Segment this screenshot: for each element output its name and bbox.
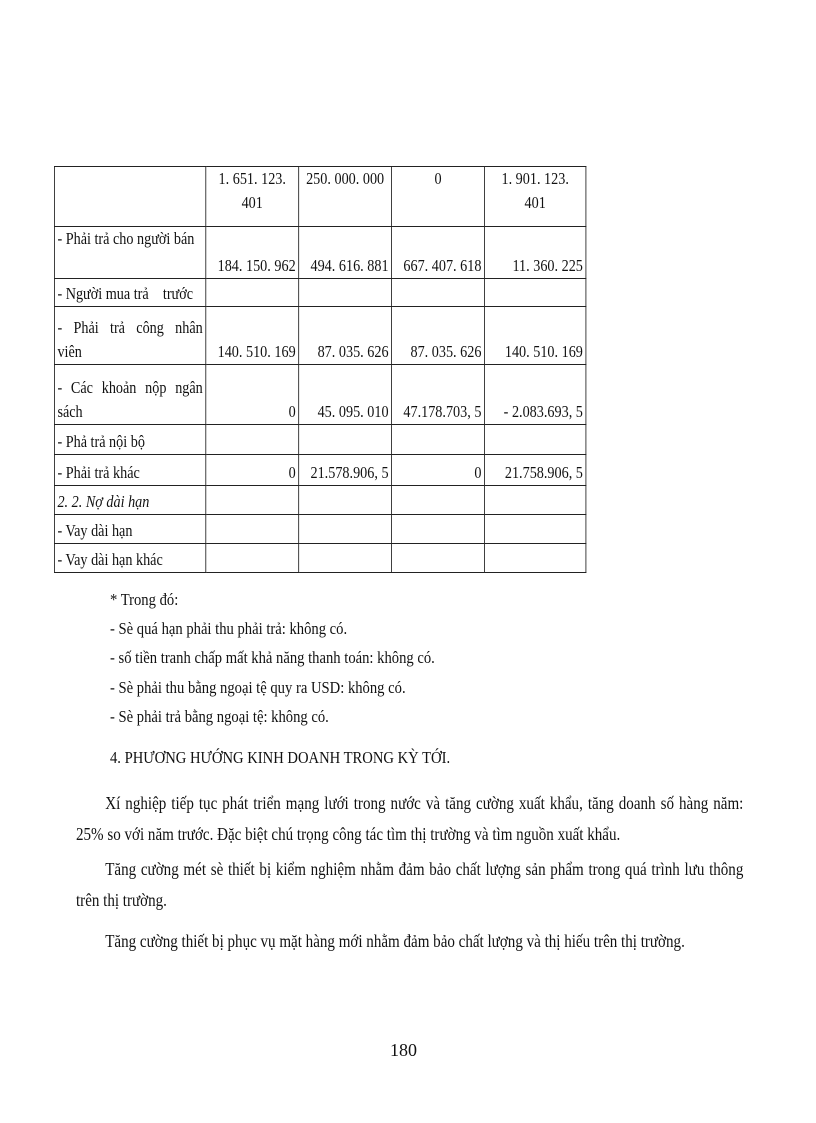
- table-cell: [392, 544, 485, 573]
- cell-line: sách: [57, 402, 83, 421]
- table-cell: - Phả trả nội bộ: [54, 425, 205, 455]
- table-cell: [299, 544, 392, 573]
- table-row: [54, 455, 585, 486]
- table-cell: 87. 035. 626: [299, 307, 392, 365]
- table-cell: 21.578.906, 5: [299, 455, 392, 486]
- table-cell: [299, 279, 392, 307]
- cell-line: 401: [524, 193, 546, 212]
- note-line: - Sè phải trả bằng ngoại tệ: không có.: [110, 707, 329, 726]
- table-cell: [54, 167, 205, 227]
- table-cell: [484, 544, 585, 573]
- table-cell: 140. 510. 169: [206, 307, 299, 365]
- table-cell: - 2.083.693, 5: [484, 365, 585, 425]
- table-cell: 87. 035. 626: [392, 307, 485, 365]
- table-cell: - Phải trả khác: [54, 455, 205, 486]
- note-line: - Sè quá hạn phải thu phải trả: không có.: [110, 619, 348, 638]
- table-cell: [484, 167, 585, 227]
- table-row: [54, 279, 585, 307]
- table-cell: 667. 407. 618: [392, 227, 485, 279]
- cell-line: - Các khoản nộp ngân: [57, 378, 203, 397]
- table-cell: [392, 515, 485, 544]
- table-row: [54, 307, 585, 365]
- table-cell: 184. 150. 962: [206, 227, 299, 279]
- table-cell: [54, 307, 205, 365]
- table-row: [54, 486, 585, 515]
- table-cell: [206, 167, 299, 227]
- table-cell: 0: [206, 365, 299, 425]
- table-cell: [299, 515, 392, 544]
- cell-line: 1. 651. 123.: [218, 169, 286, 188]
- table-cell: 11. 360. 225: [484, 227, 585, 279]
- cell-line: - Phải trả công nhân: [57, 318, 203, 337]
- table-cell: [206, 515, 299, 544]
- page-number: 180: [390, 1040, 417, 1060]
- paragraph: Tăng cường thiết bị phục vụ mặt hàng mới nhằm đảm bảo chất lượng và thị hiếu trên thị trường.: [105, 931, 685, 951]
- paragraph: Xí nghiệp tiếp tục phát triển mạng lưới trong nước và tăng cường xuất khẩu, tăng doanh số hàng năm: 25% so với năm trước. Đặc biệt chú trọng công tác tìm thị trường và tìm nguồn xuất khẩu.: [76, 793, 744, 844]
- table-row: [54, 544, 585, 573]
- cell-line: 1. 901. 123.: [501, 169, 569, 188]
- table-row: [54, 167, 585, 227]
- table-cell: [206, 279, 299, 307]
- table-cell: 494. 616. 881: [299, 227, 392, 279]
- table-row: [54, 515, 585, 544]
- note-heading: * Trong đó:: [110, 590, 179, 609]
- table-cell: [54, 365, 205, 425]
- table-row: [54, 425, 585, 455]
- table-cell: [392, 486, 485, 515]
- table-cell: [206, 486, 299, 515]
- table-cell: - Vay dài hạn khác: [54, 544, 205, 573]
- note-line: - số tiền tranh chấp mất khả năng thanh toán: không có.: [110, 648, 435, 667]
- table-cell: 2. 2. Nợ dài hạn: [54, 486, 205, 515]
- table-cell: 250. 000. 000: [299, 167, 392, 227]
- table-cell: 21.758.906, 5: [484, 455, 585, 486]
- section-heading: 4. PHƯƠNG HƯỚNG KINH DOANH TRONG KỲ TỚI.: [110, 748, 451, 767]
- cell-line: viên: [57, 342, 82, 361]
- table-cell: [299, 486, 392, 515]
- table-row: [54, 365, 585, 425]
- table-cell: 0: [206, 455, 299, 486]
- liabilities-table: [54, 166, 586, 573]
- table-cell: 140. 510. 169: [484, 307, 585, 365]
- table-cell: [299, 425, 392, 455]
- table-cell: [206, 544, 299, 573]
- table-cell: - Người mua trả trước: [54, 279, 205, 307]
- table-cell: [484, 425, 585, 455]
- table-cell: 47.178.703, 5: [392, 365, 485, 425]
- table-cell: [484, 279, 585, 307]
- table-cell: 45. 095. 010: [299, 365, 392, 425]
- note-line: - Sè phải thu bằng ngoại tệ quy ra USD: không có.: [110, 678, 406, 697]
- cell-line: 401: [241, 193, 263, 212]
- table-cell: 0: [392, 455, 485, 486]
- table-cell: - Vay dài hạn: [54, 515, 205, 544]
- table-cell: - Phải trả cho người bán: [54, 227, 205, 279]
- table-cell: 0: [392, 167, 485, 227]
- table-cell: [484, 515, 585, 544]
- table-cell: [392, 279, 485, 307]
- table-cell: [206, 425, 299, 455]
- table-cell: [392, 425, 485, 455]
- table-row: [54, 227, 585, 279]
- table-cell: [484, 486, 585, 515]
- paragraph: Tăng cường mét sè thiết bị kiểm nghiệm nhằm đảm bảo chất lượng sản phẩm trong quá trình lưu thông trên thị trường.: [76, 859, 744, 910]
